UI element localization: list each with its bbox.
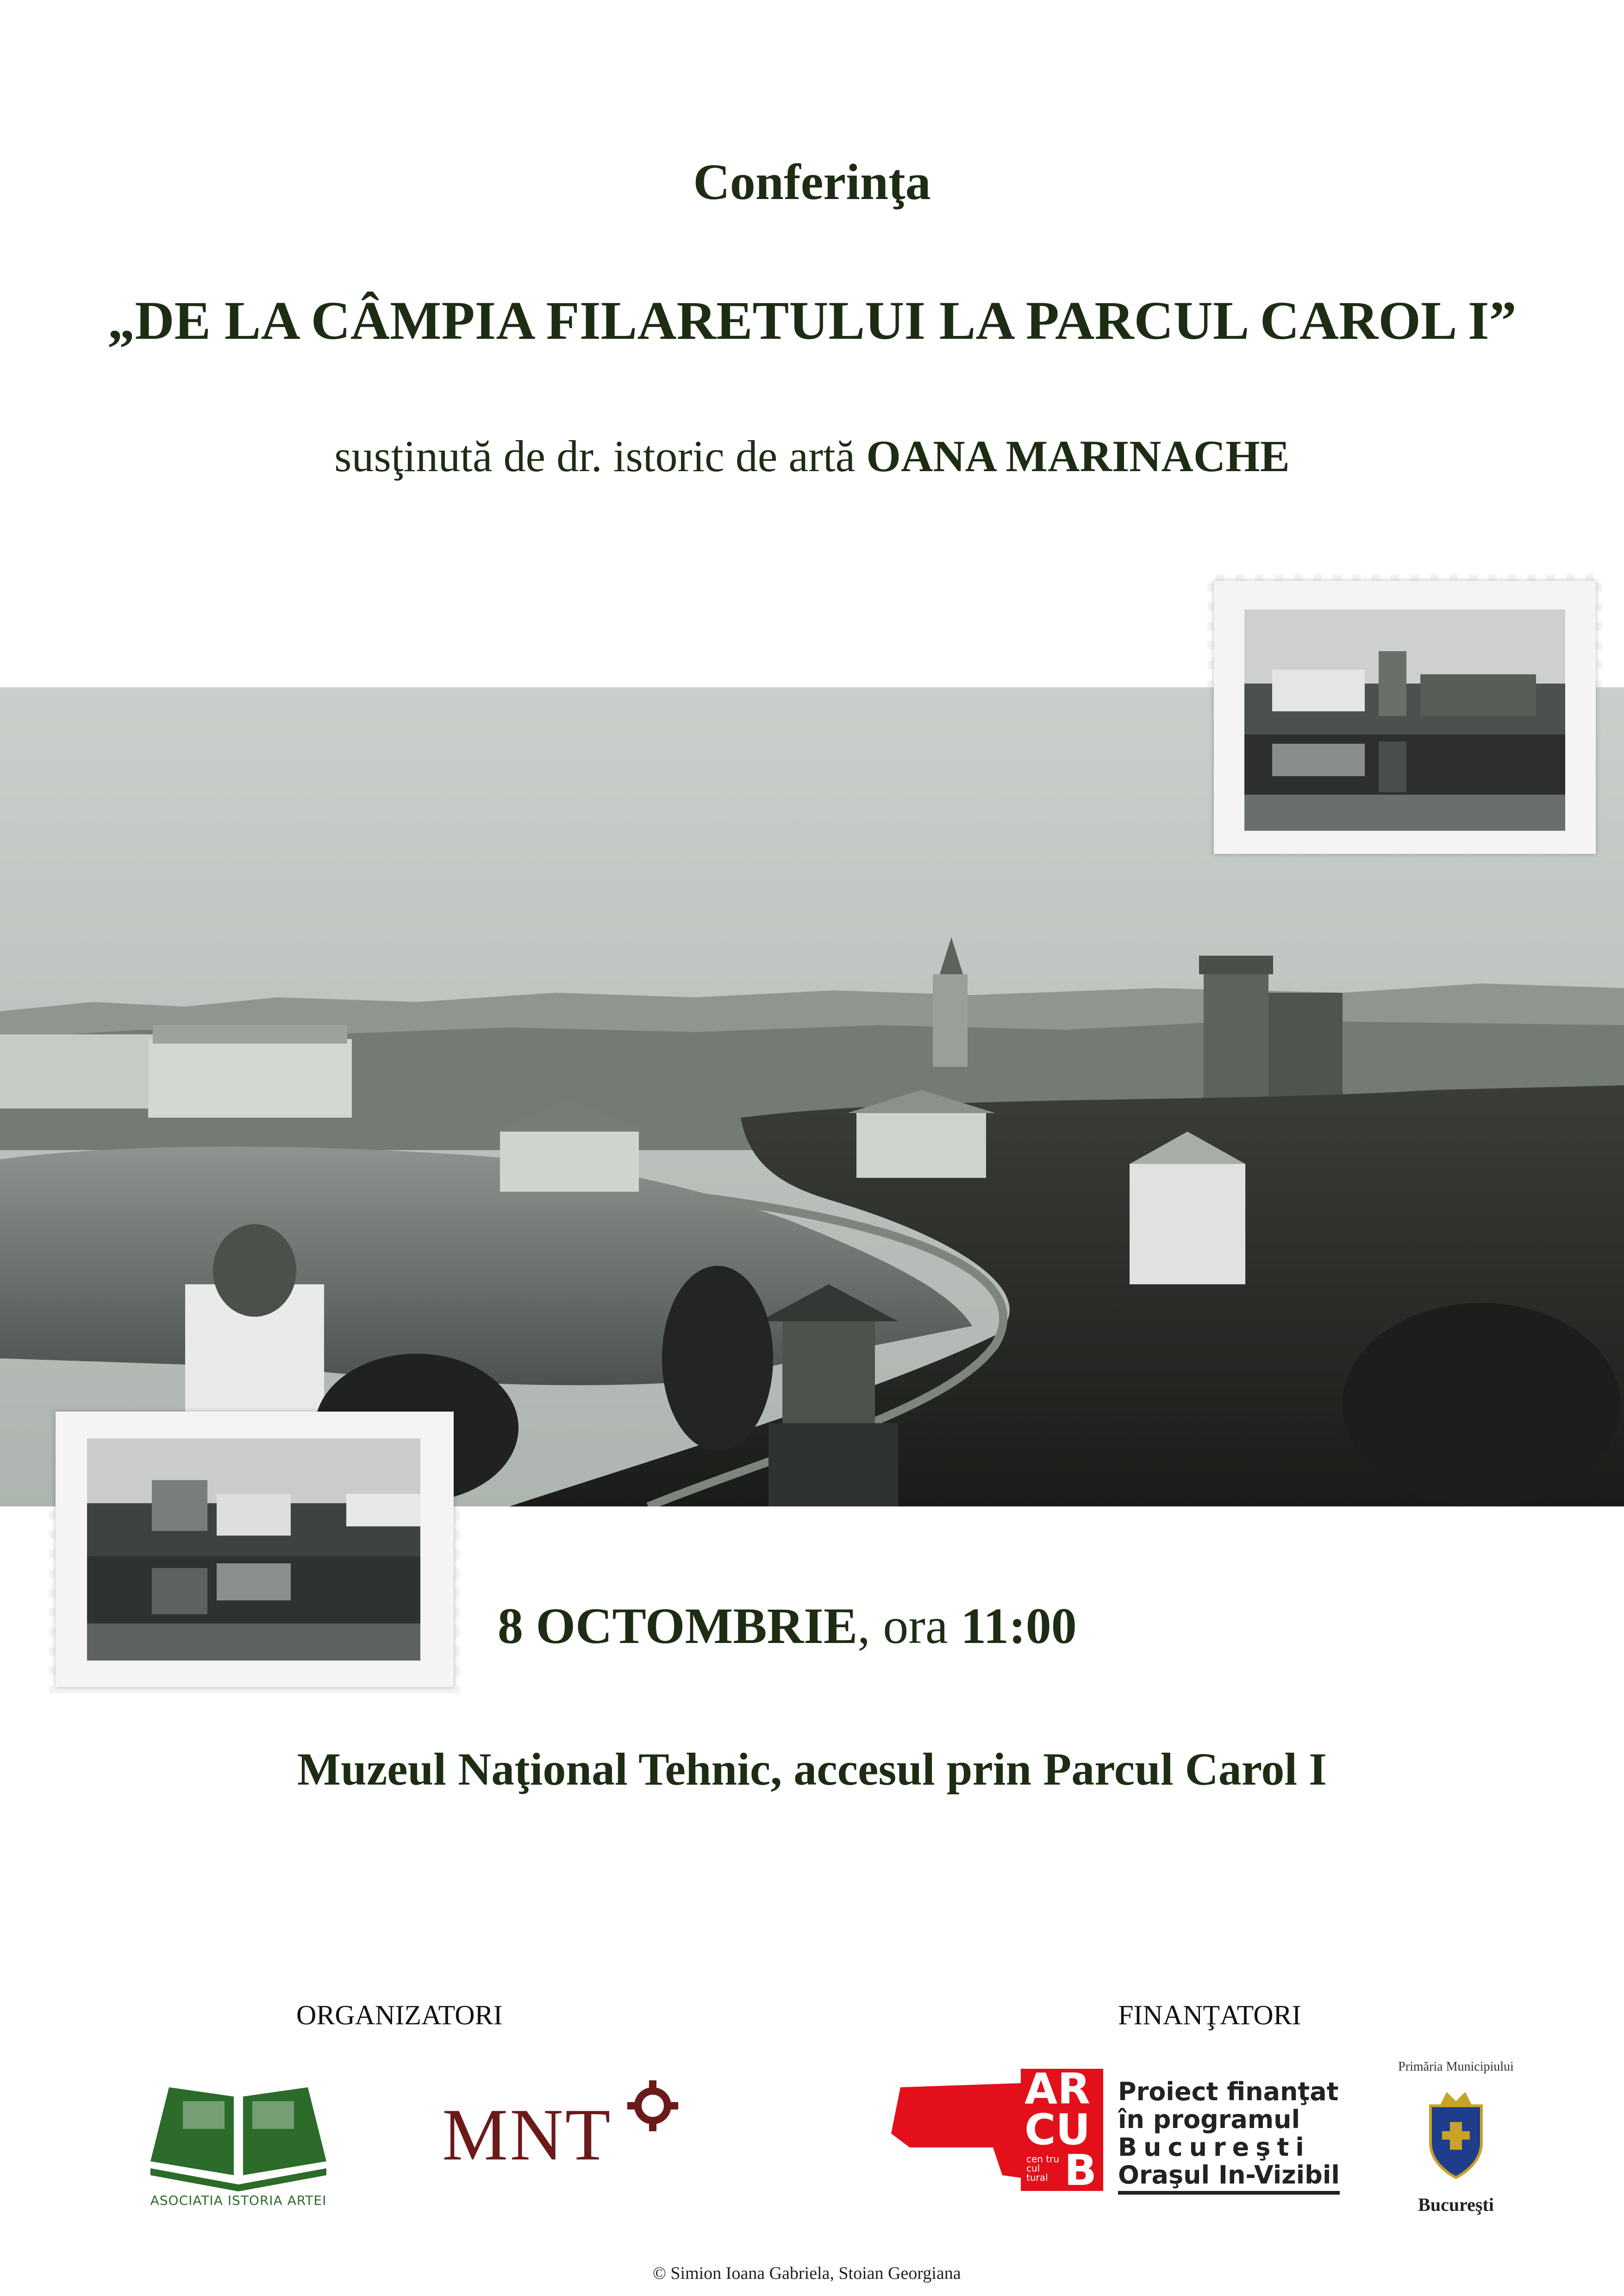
- event-date: 8 OCTOMBRIE: [498, 1598, 858, 1654]
- arcub-project-line-1: Proiect finanţat: [1118, 2077, 1339, 2106]
- photo-credit: © Simion Ioana Gabriela, Stoian Georgiana: [653, 2264, 961, 2283]
- stamp-photo-top-image: [1244, 610, 1565, 831]
- primaria-top-text: Primăria Municipiului: [1398, 2060, 1514, 2074]
- mnt-logo-text: MNT: [442, 2093, 612, 2176]
- arcub-project-line-4: Oraşul In-Vizibil: [1118, 2161, 1340, 2195]
- event-time: 11:00: [961, 1598, 1077, 1654]
- stamp-photo-top: [1214, 581, 1596, 854]
- event-venue: Muzeul Naţional Tehnic, accesul prin Parcul Carol I: [297, 1743, 1327, 1795]
- arcub-project-text: [1118, 2078, 1340, 2195]
- primaria-logo: [1382, 2055, 1530, 2231]
- stamp-photo-bottom-image: [87, 1438, 420, 1661]
- aia-logo-text: ASOCIATIA ISTORIA ARTEI: [150, 2193, 327, 2208]
- arcub-project-line-3: Bucureşti: [1118, 2133, 1311, 2162]
- event-time-prefix: , ora: [857, 1598, 948, 1654]
- mnt-logo: [442, 2073, 683, 2175]
- presenter-line: [0, 430, 1624, 482]
- conference-label: Conferinţa: [693, 154, 931, 210]
- gear-icon: [627, 2073, 678, 2134]
- arcub-letters-b: B: [1064, 2146, 1097, 2195]
- presenter-prefix: susţinută de dr. istoric de artă: [334, 431, 856, 481]
- funders-label: FINANŢATORI: [1118, 2000, 1301, 2030]
- event-datetime: [498, 1597, 1077, 1655]
- arcub-letters-ar: AR: [1024, 2064, 1091, 2114]
- organizers-label: ORGANIZATORI: [296, 2000, 503, 2030]
- coat-of-arms-icon: [1421, 2087, 1491, 2180]
- aia-logo: [141, 2069, 336, 2208]
- conference-title: „DE LA CÂMPIA FILARETULUI LA PARCUL CAROL I”: [107, 290, 1517, 351]
- presenter-name: OANA MARINACHE: [866, 431, 1290, 481]
- book-icon: [141, 2069, 336, 2208]
- arcub-project-line-2: în programul: [1118, 2105, 1300, 2134]
- stamp-photo-bottom: [56, 1412, 454, 1687]
- primaria-bottom-text: Bucureşti: [1418, 2194, 1494, 2215]
- arcub-letters-cu: CU: [1024, 2105, 1091, 2154]
- arcub-sub: cen tru cul tural: [1026, 2153, 1060, 2183]
